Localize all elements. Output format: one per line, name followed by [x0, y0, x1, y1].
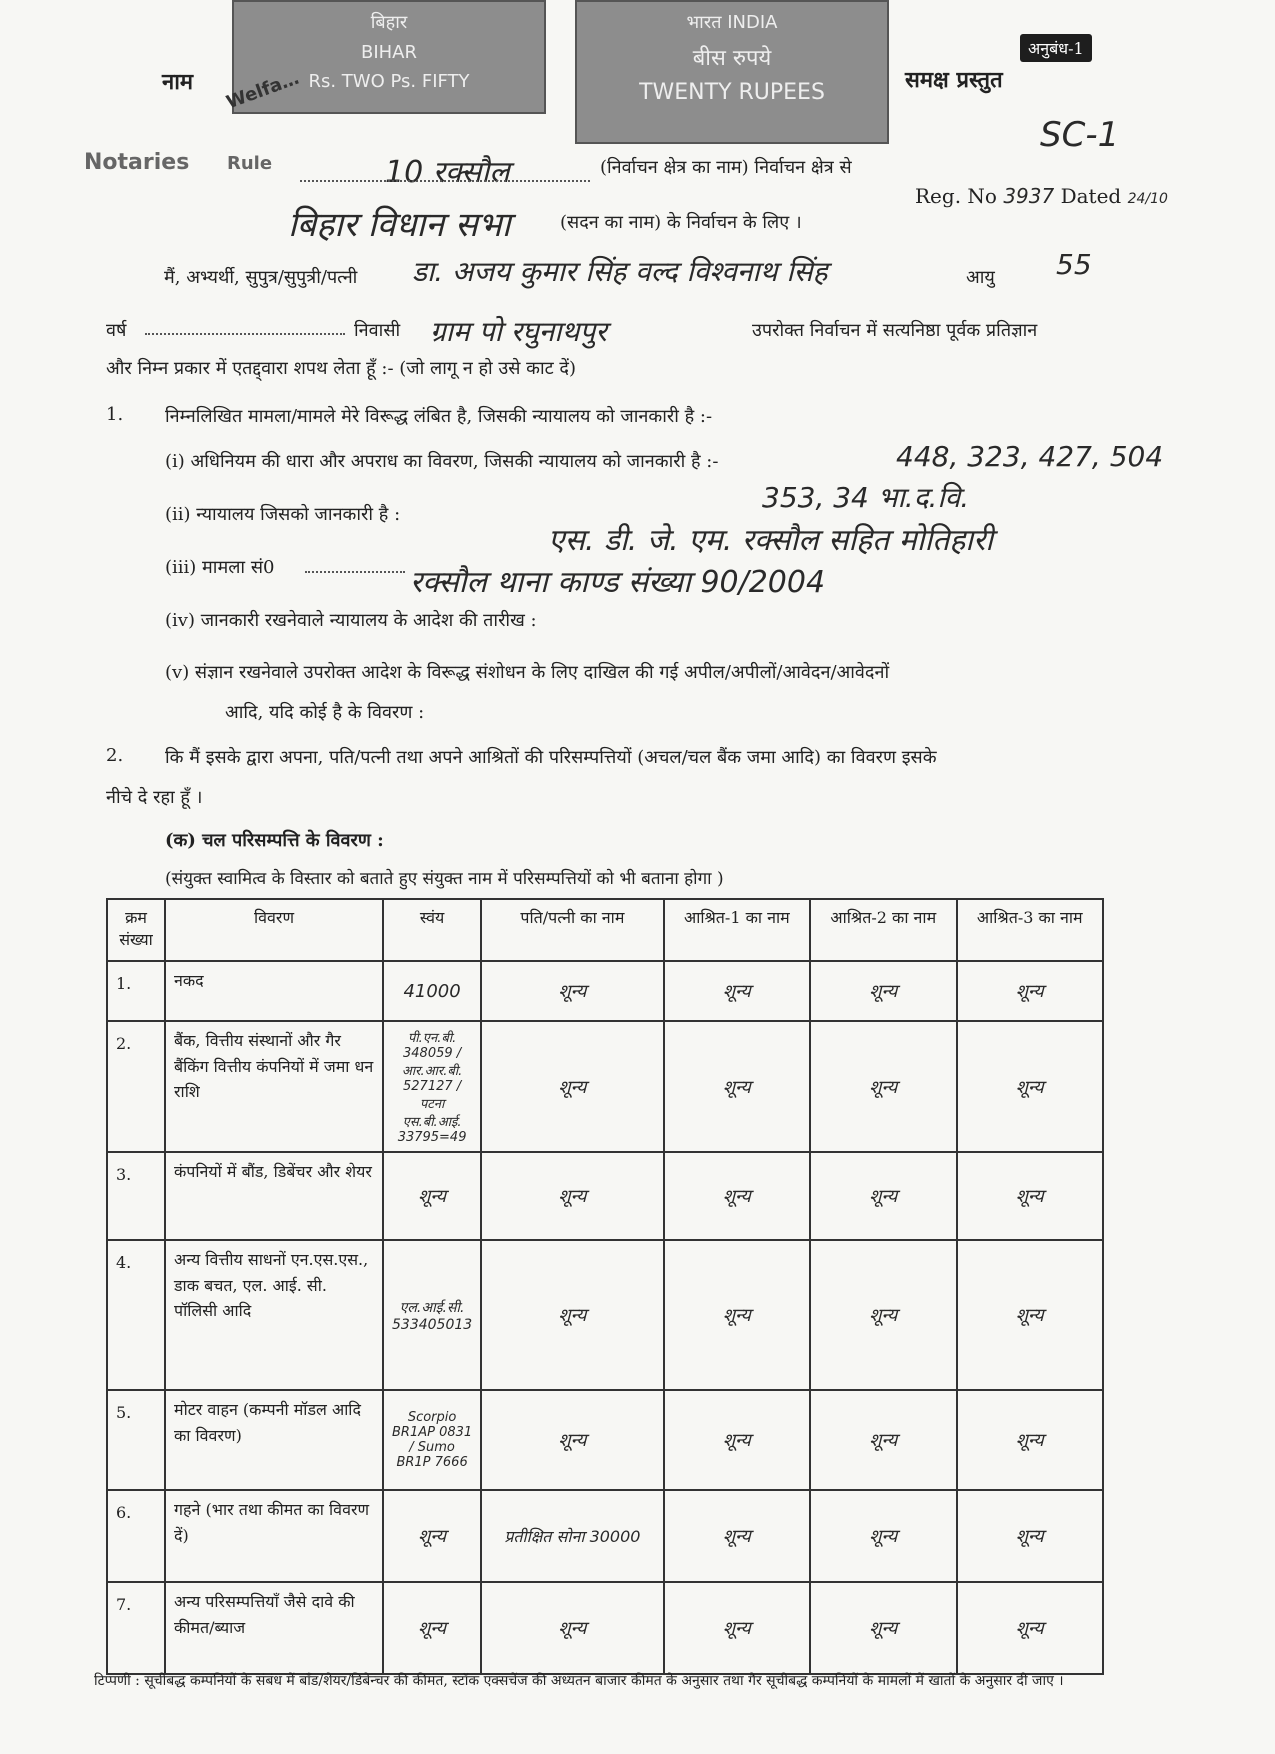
row-self: शून्य	[383, 1152, 481, 1240]
col-dependent-3: आश्रित-3 का नाम	[957, 899, 1103, 961]
notary-stamp-welfare: Welfa…	[223, 67, 302, 114]
house-name-label: (सदन का नाम) के निर्वाचन के लिए ।	[560, 212, 802, 233]
house-name-value: बिहार विधान सभा	[288, 205, 511, 245]
sub-item-ii-court: एस. डी. जे. एम. रक्सौल सहित मोतिहारी	[548, 523, 994, 558]
row-dependent-3: शून्य	[957, 1490, 1103, 1582]
col-dependent-1: आश्रित-1 का नाम	[664, 899, 810, 961]
constituency-dotline	[300, 180, 590, 182]
corner-note: SC-1	[1040, 115, 1120, 155]
col-serial: क्रम संख्या	[107, 899, 165, 961]
row-description: गहने (भार तथा कीमत का विवरण दें)	[165, 1490, 383, 1582]
row-self: Scorpio BR1AP 0831 / Sumo BR1P 7666	[383, 1390, 481, 1490]
row-serial: 6.	[107, 1490, 165, 1582]
row-serial: 3.	[107, 1152, 165, 1240]
row-dependent-2: शून्य	[810, 1390, 956, 1490]
col-spouse: पति/पत्नी का नाम	[481, 899, 663, 961]
item-2-line-2: नीचे दे रहा हूँ ।	[106, 787, 203, 808]
item-1-number: 1.	[106, 404, 124, 425]
affirmation-text: उपरोक्त निर्वाचन में सत्यनिष्ठा पूर्वक प्रतिज्ञान	[752, 320, 1038, 341]
row-dependent-3: शून्य	[957, 1582, 1103, 1674]
table-row	[107, 1021, 1103, 1152]
age-value: 55	[1056, 248, 1092, 281]
row-self: 41000	[383, 961, 481, 1021]
row-serial: 4.	[107, 1240, 165, 1390]
year-dotline	[145, 333, 345, 335]
row-description: नकद	[165, 961, 383, 1021]
stamp-right-line-1: भारत INDIA	[686, 12, 778, 33]
row-self: एल.आई.सी. 533405013	[383, 1240, 481, 1390]
row-spouse: शून्य	[481, 1152, 663, 1240]
row-serial: 2.	[107, 1021, 165, 1152]
section-k-note: (संयुक्त स्वामित्व के विस्तार को बताते हुए संयुक्त नाम में परिसम्पत्तियों को भी बताना होगा )	[165, 869, 724, 889]
row-dependent-2: शून्य	[810, 1582, 956, 1674]
stamp-left-line-1: बिहार	[370, 12, 408, 33]
row-serial: 7.	[107, 1582, 165, 1674]
col-self: स्वंय	[383, 899, 481, 961]
annex-badge: अनुबंध-1	[1020, 34, 1092, 62]
section-k-heading: (क) चल परिसम्पत्ति के विवरण :	[165, 830, 384, 851]
table-row	[107, 1240, 1103, 1390]
sub-item-i: (i) अधिनियम की धारा और अपराध का विवरण, जिसकी न्यायालय को जानकारी है :-	[165, 451, 719, 472]
row-description: मोटर वाहन (कम्पनी मॉडल आदि का विवरण)	[165, 1390, 383, 1490]
dated-value: 24/10	[1127, 191, 1168, 207]
sub-item-iii-case: रक्सौल थाना काण्ड संख्या 90/2004	[410, 565, 826, 600]
row-serial: 1.	[107, 961, 165, 1021]
registration	[915, 184, 1168, 208]
stamp-right-line-2: बीस रुपये	[692, 46, 772, 71]
row-dependent-2: शून्य	[810, 1152, 956, 1240]
title-right: समक्ष प्रस्तुत	[905, 67, 1003, 93]
row-dependent-3: शून्य	[957, 1240, 1103, 1390]
row-dependent-1: शून्य	[664, 1390, 810, 1490]
table-row	[107, 1390, 1103, 1490]
row-spouse: शून्य	[481, 1582, 663, 1674]
notary-stamp	[84, 150, 272, 175]
row-dependent-1: शून्य	[664, 961, 810, 1021]
row-dependent-1: शून्य	[664, 1152, 810, 1240]
row-dependent-2: शून्य	[810, 961, 956, 1021]
row-dependent-1: शून्य	[664, 1582, 810, 1674]
candidate-prefix: मैं, अभ्यर्थी, सुपुत्र/सुपुत्री/पत्नी	[164, 267, 358, 288]
residence-label: निवासी	[354, 320, 401, 341]
row-dependent-1: शून्य	[664, 1490, 810, 1582]
table-row	[107, 1582, 1103, 1674]
col-description: विवरण	[165, 899, 383, 961]
row-self: शून्य	[383, 1490, 481, 1582]
row-spouse: शून्य	[481, 1021, 663, 1152]
row-description: अन्य परिसम्पत्तियाँ जैसे दावे की कीमत/ब्याज	[165, 1582, 383, 1674]
constituency-value: 10 रक्सौल	[385, 155, 510, 190]
dated-label: Dated	[1060, 184, 1122, 208]
row-dependent-2: शून्य	[810, 1021, 956, 1152]
row-description: अन्य वित्तीय साधनों एन.एस.एस., डाक बचत, एल. आई. सी. पॉलिसी आदि	[165, 1240, 383, 1390]
sub-item-iii: (iii) मामला सं0	[165, 557, 275, 578]
candidate-name: डा. अजय कुमार सिंह वल्द विश्वनाथ सिंह	[412, 255, 828, 288]
row-self: पी.एन.बी. 348059 / आर.आर.बी. 527127 / पटना एस.बी.आई. 33795=49	[383, 1021, 481, 1152]
reg-label: Reg. No	[915, 184, 997, 208]
row-dependent-1: शून्य	[664, 1021, 810, 1152]
item-2-line-1: कि मैं इसके द्वारा अपना, पति/पत्नी तथा अपने आश्रितों की परिसम्पत्तियों (अचल/चल बैंक जमा आदि) का विवरण इसके	[165, 747, 937, 768]
row-description: बैंक, वित्तीय संस्थानों और गैर बैंकिंग वित्तीय कंपनियों में जमा धन राशि	[165, 1021, 383, 1152]
row-dependent-3: शून्य	[957, 1021, 1103, 1152]
sub-item-iv: (iv) जानकारी रखनेवाले न्यायालय के आदेश की तारीख :	[165, 610, 537, 631]
item-2-number: 2.	[106, 745, 124, 766]
stamp-right-line-3: TWENTY RUPEES	[639, 80, 825, 105]
row-dependent-3: शून्य	[957, 961, 1103, 1021]
row-dependent-2: शून्य	[810, 1490, 956, 1582]
footnote-text: सूचीबद्ध कम्पनियों के संबंध में बाँड/शेयर/डिबेन्चर की कीमत, स्टॉक एक्सचेंज की अध्यतन बाजार कीमत के अनुसार तथा गैर सूचीबद्ध कम्पनियों के मामलों में खातों के अनुसार दी जाए ।	[144, 1673, 1064, 1689]
revenue-stamp-left	[232, 0, 546, 114]
sub-item-v-line-1: (v) संज्ञान रखनेवाले उपरोक्त आदेश के विरूद्ध संशोधन के लिए दाखिल की गई अपील/अपीलों/आवेदन/आवेदनों	[165, 662, 890, 683]
sub-item-iii-dotline	[305, 571, 405, 573]
col-dependent-2: आश्रित-2 का नाम	[810, 899, 956, 961]
row-spouse: शून्य	[481, 1390, 663, 1490]
reg-number: 3937	[1003, 184, 1055, 208]
row-spouse: शून्य	[481, 961, 663, 1021]
stamp-left-line-3: Rs. TWO Ps. FIFTY	[308, 71, 470, 92]
age-label: आयु	[966, 267, 995, 288]
row-description: कंपनियों में बौंड, डिबेंचर और शेयर	[165, 1152, 383, 1240]
row-self: शून्य	[383, 1582, 481, 1674]
row-dependent-3: शून्य	[957, 1152, 1103, 1240]
footnote-label: टिप्पणी :	[94, 1673, 140, 1689]
sub-item-ii: (ii) न्यायालय जिसको जानकारी है :	[165, 504, 401, 525]
row-dependent-1: शून्य	[664, 1240, 810, 1390]
row-dependent-2: शून्य	[810, 1240, 956, 1390]
row-spouse: शून्य	[481, 1240, 663, 1390]
table-row	[107, 1152, 1103, 1240]
sub-item-i-sections-2: 353, 34 भा.द.वि.	[762, 481, 970, 514]
notary-line-1: Notaries	[84, 150, 190, 175]
sub-item-i-sections: 448, 323, 427, 504	[896, 440, 1164, 473]
year-label: वर्ष	[106, 320, 127, 341]
table-row	[107, 1490, 1103, 1582]
table-header-row	[107, 899, 1103, 961]
row-dependent-3: शून्य	[957, 1390, 1103, 1490]
sub-item-v-line-2: आदि, यदि कोई है के विवरण :	[225, 702, 425, 723]
row-serial: 5.	[107, 1390, 165, 1490]
row-spouse: प्रतीक्षित सोना 30000	[481, 1490, 663, 1582]
title-left: नाम	[162, 69, 194, 95]
table-row	[107, 961, 1103, 1021]
residence-value: ग्राम पो रघुनाथपुर	[430, 315, 607, 348]
footnote	[94, 1670, 1094, 1692]
notary-line-2: Rule	[226, 153, 273, 174]
revenue-stamp-right	[575, 0, 889, 144]
constituency-label: (निर्वाचन क्षेत्र का नाम) निर्वाचन क्षेत्र से	[600, 157, 852, 178]
movable-assets-table	[106, 898, 1104, 1675]
oath-line: और निम्न प्रकार में एतद्द्वारा शपथ लेता हूँ :- (जो लागू न हो उसे काट दें)	[106, 358, 576, 379]
item-1-text: निम्नलिखित मामला/मामले मेरे विरूद्ध लंबित है, जिसकी न्यायालय को जानकारी है :-	[165, 406, 713, 427]
stamp-left-line-2: BIHAR	[360, 42, 417, 63]
